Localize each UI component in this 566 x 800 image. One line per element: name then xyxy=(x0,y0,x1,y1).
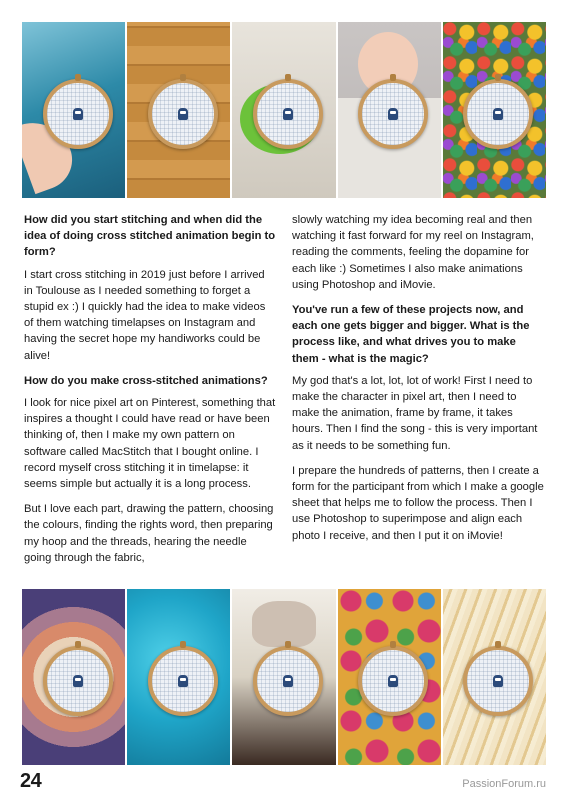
embroidery-hoop-icon xyxy=(148,79,218,149)
answer-paragraph: I prepare the hundreds of patterns, then I create a form for the participant from which I make a google sheet that helps me to follow the process. Then I use Photoshop to superimpose and align each photo I receive, and then I put it on iMovie! xyxy=(292,464,544,542)
embroidery-hoop-icon xyxy=(148,646,218,716)
stitched-character-icon xyxy=(283,675,293,687)
embroidery-hoop-icon xyxy=(463,79,533,149)
photo-hoop-beads xyxy=(22,589,125,765)
photo-hoop-cat xyxy=(232,589,335,765)
embroidery-hoop-icon xyxy=(253,79,323,149)
embroidery-hoop-icon xyxy=(43,79,113,149)
question-heading: You've run a few of these projects now, and each one gets bigger and bigger. What is the process like, and what drives you to make them - what is the magic? xyxy=(292,304,530,365)
photo-hoop-green-bowl xyxy=(232,22,335,198)
photo-hoop-pool xyxy=(22,22,125,198)
answer-paragraph: I start cross stitching in 2019 just before I arrived in Toulouse as I needed something to forget a stupid ex :) I quickly had the idea to make videos of them watching timelapses on Instagram and having the secret hope my handiworks could be alive! xyxy=(24,268,266,362)
answer-paragraph: I look for nice pixel art on Pinterest, something that inspires a thought I could have read or have been thinking of, then I make my own pattern on software called MacStitch that I bought online. I record myself cross stitching it in timelapse: it seems simple but actually it is a long process. xyxy=(24,397,276,491)
answer-paragraph: slowly watching my idea becoming real and then watching it fast forward for my reel on Instagram, reading the comments, feeling the dopamine for each like :) Sometimes I also make animations using Photoshop and iMovie. xyxy=(292,214,534,291)
stitched-character-icon xyxy=(283,108,293,120)
stitched-character-icon xyxy=(178,108,188,120)
photo-hoop-wood xyxy=(127,22,230,198)
photo-hoop-gold-fabric xyxy=(443,589,546,765)
embroidery-hoop-icon xyxy=(43,646,113,716)
stitched-character-icon xyxy=(178,675,188,687)
article-body xyxy=(24,212,544,572)
stitched-character-icon xyxy=(493,675,503,687)
embroidery-hoop-icon xyxy=(253,646,323,716)
stitched-character-icon xyxy=(73,675,83,687)
answer-paragraph: But I love each part, drawing the pattern, choosing the colours, finding the rights word, then preparing my hoop and the threads, hearing the needle going through the fabric, xyxy=(24,503,274,564)
top-photo-strip xyxy=(22,22,546,198)
stitched-character-icon xyxy=(493,108,503,120)
photo-hoop-blue-water xyxy=(127,589,230,765)
question-heading: How do you make cross-stitched animations? xyxy=(24,374,268,387)
stitched-character-icon xyxy=(388,675,398,687)
page-number: 24 xyxy=(20,770,42,792)
right-column xyxy=(292,212,544,572)
photo-hoop-baby xyxy=(338,22,441,198)
photo-hoop-toys xyxy=(443,22,546,198)
embroidery-hoop-icon xyxy=(358,646,428,716)
stitched-character-icon xyxy=(73,108,83,120)
cat-shape xyxy=(252,601,316,647)
embroidery-hoop-icon xyxy=(463,646,533,716)
watermark: PassionForum.ru xyxy=(462,778,546,790)
answer-paragraph: My god that's a lot, lot, lot of work! First I need to make the character in pixel art, then I need to make the animation, frame by frame, it takes hours. Then I find the song - this is very important as it needs to be something fun. xyxy=(292,374,538,452)
bottom-photo-strip xyxy=(22,589,546,765)
left-column xyxy=(24,212,276,572)
embroidery-hoop-icon xyxy=(358,79,428,149)
stitched-character-icon xyxy=(388,108,398,120)
question-heading: How did you start stitching and when did the idea of doing cross stitched animation begin to form? xyxy=(24,214,276,259)
photo-hoop-floral-fabric xyxy=(338,589,441,765)
